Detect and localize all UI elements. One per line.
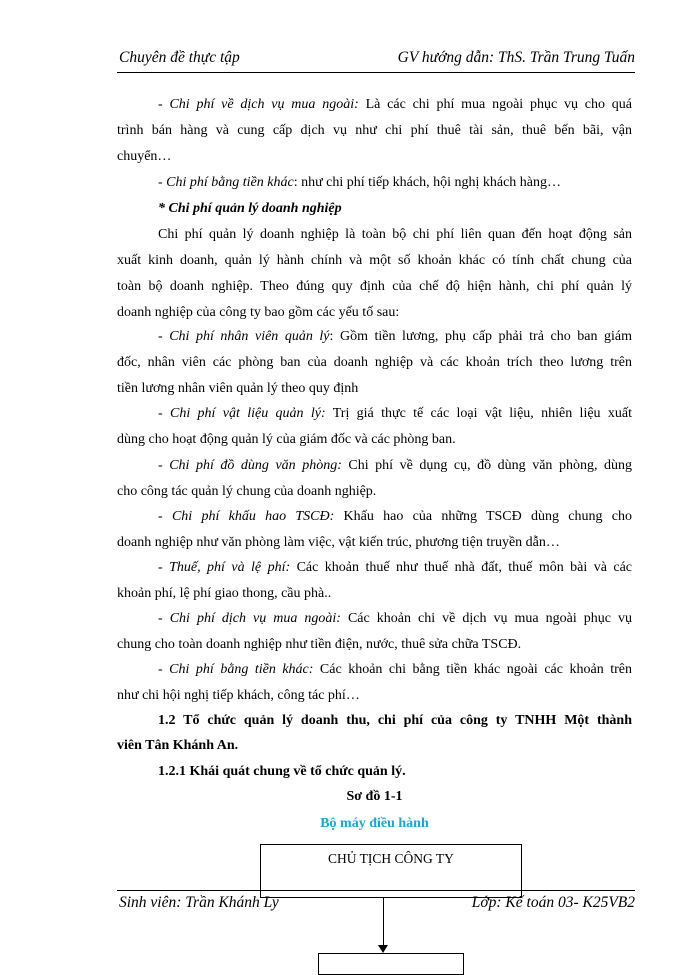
org-box-next — [318, 953, 464, 975]
p7-line1: - Chi phí khấu hao TSCĐ: Khấu hao của những TSCĐ dùng chung cho — [158, 509, 633, 524]
p3-line3: toàn bộ doanh nghiệp. Theo đúng quy định của chế độ hiện hành, chi phí quản lý — [117, 279, 632, 294]
p2-line1: - Chi phí bằng tiền khác: như chi phí tiếp khách, hội nghị khách hàng… — [158, 175, 562, 190]
header-right: GV hướng dẫn: ThS. Trần Trung Tuấn — [397, 49, 635, 66]
page-footer — [117, 890, 635, 921]
org-box-chairman-label: CHỦ TỊCH CÔNG TY — [328, 851, 454, 866]
section-1-2-line1: 1.2 Tổ chức quản lý doanh thu, chi phí của công ty TNHH Một thành — [158, 713, 632, 728]
footer-right: Lớp: Kế toán 03- K25VB2 — [471, 894, 635, 911]
p3-line1: Chi phí quản lý doanh nghiệp là toàn bộ chi phí liên quan đến hoạt động sản — [158, 227, 632, 242]
p3-line4: doanh nghiệp của công ty bao gồm các yếu tố sau: — [117, 305, 400, 320]
p4-line2: đốc, nhân viên các phòng ban của doanh nghiệp và các khoản trích theo lương trên — [117, 355, 632, 370]
p6-line1: - Chi phí đồ dùng văn phòng: Chi phí về dụng cụ, đồ dùng văn phòng, dùng — [158, 458, 632, 473]
arrow-down-icon — [378, 945, 388, 953]
p10-line2: như chi hội nghị tiếp khách, công tác phí… — [117, 688, 360, 703]
p7-line2: doanh nghiệp như văn phòng làm việc, vật kiến trúc, phương tiện truyền dẫn… — [117, 535, 560, 550]
p4-line1: - Chi phí nhân viên quản lý: Gồm tiền lương, phụ cấp phải trả cho ban giám — [158, 329, 633, 344]
p1-line2: trình bán hàng và cung cấp dịch vụ như chi phí thuê tài sản, thuê bến bãi, vận — [117, 123, 632, 138]
section-1-2-1: 1.2.1 Khái quát chung về tổ chức quản lý. — [158, 764, 406, 779]
p5-line1: - Chi phí vật liệu quản lý: Trị giá thực tế các loại vật liệu, nhiên liệu xuất — [158, 406, 632, 421]
diagram-title: Bộ máy điều hành — [320, 816, 429, 831]
p9-line2: chung cho toàn doanh nghiệp như tiền điện, nước, thuê sửa chữa TSCĐ. — [117, 637, 522, 652]
p8-line2: khoản phí, lệ phí giao thong, cầu phà.. — [117, 586, 332, 601]
p1-line3: chuyển… — [117, 149, 172, 164]
p1-line1: - Chi phí về dịch vụ mua ngoài: Là các chi phí mua ngoài phục vụ cho quá — [158, 97, 633, 112]
header-left: Chuyên đề thực tập — [119, 49, 240, 66]
footer-left: Sinh viên: Trần Khánh Ly — [119, 894, 279, 911]
p5-line2: dùng cho hoạt động quản lý của giám đốc và các phòng ban. — [117, 432, 456, 447]
p6-line2: cho công tác quản lý chung của doanh nghiệp. — [117, 484, 377, 499]
section-1-2-line2: viên Tân Khánh An. — [117, 738, 239, 753]
p3-line2: xuất kinh doanh, quản lý hành chính và một số khoản khác có tính chất chung của — [117, 253, 632, 268]
page-header — [117, 48, 635, 73]
heading-qldn: * Chi phí quản lý doanh nghiệp — [158, 201, 342, 216]
p4-line3: tiền lương nhân viên quản lý theo quy định — [117, 381, 359, 396]
p8-line1: - Thuế, phí và lệ phí: Các khoản thuế như thuế nhà đất, thuế môn bài và các — [158, 560, 633, 575]
p10-line1: - Chi phí bằng tiền khác: Các khoản chi bằng tiền khác ngoài các khoản trên — [158, 662, 632, 677]
p9-line1: - Chi phí dịch vụ mua ngoài: Các khoản chi về dịch vụ mua ngoài phục vụ — [158, 611, 632, 626]
diagram-label: Sơ đồ 1-1 — [346, 789, 403, 804]
